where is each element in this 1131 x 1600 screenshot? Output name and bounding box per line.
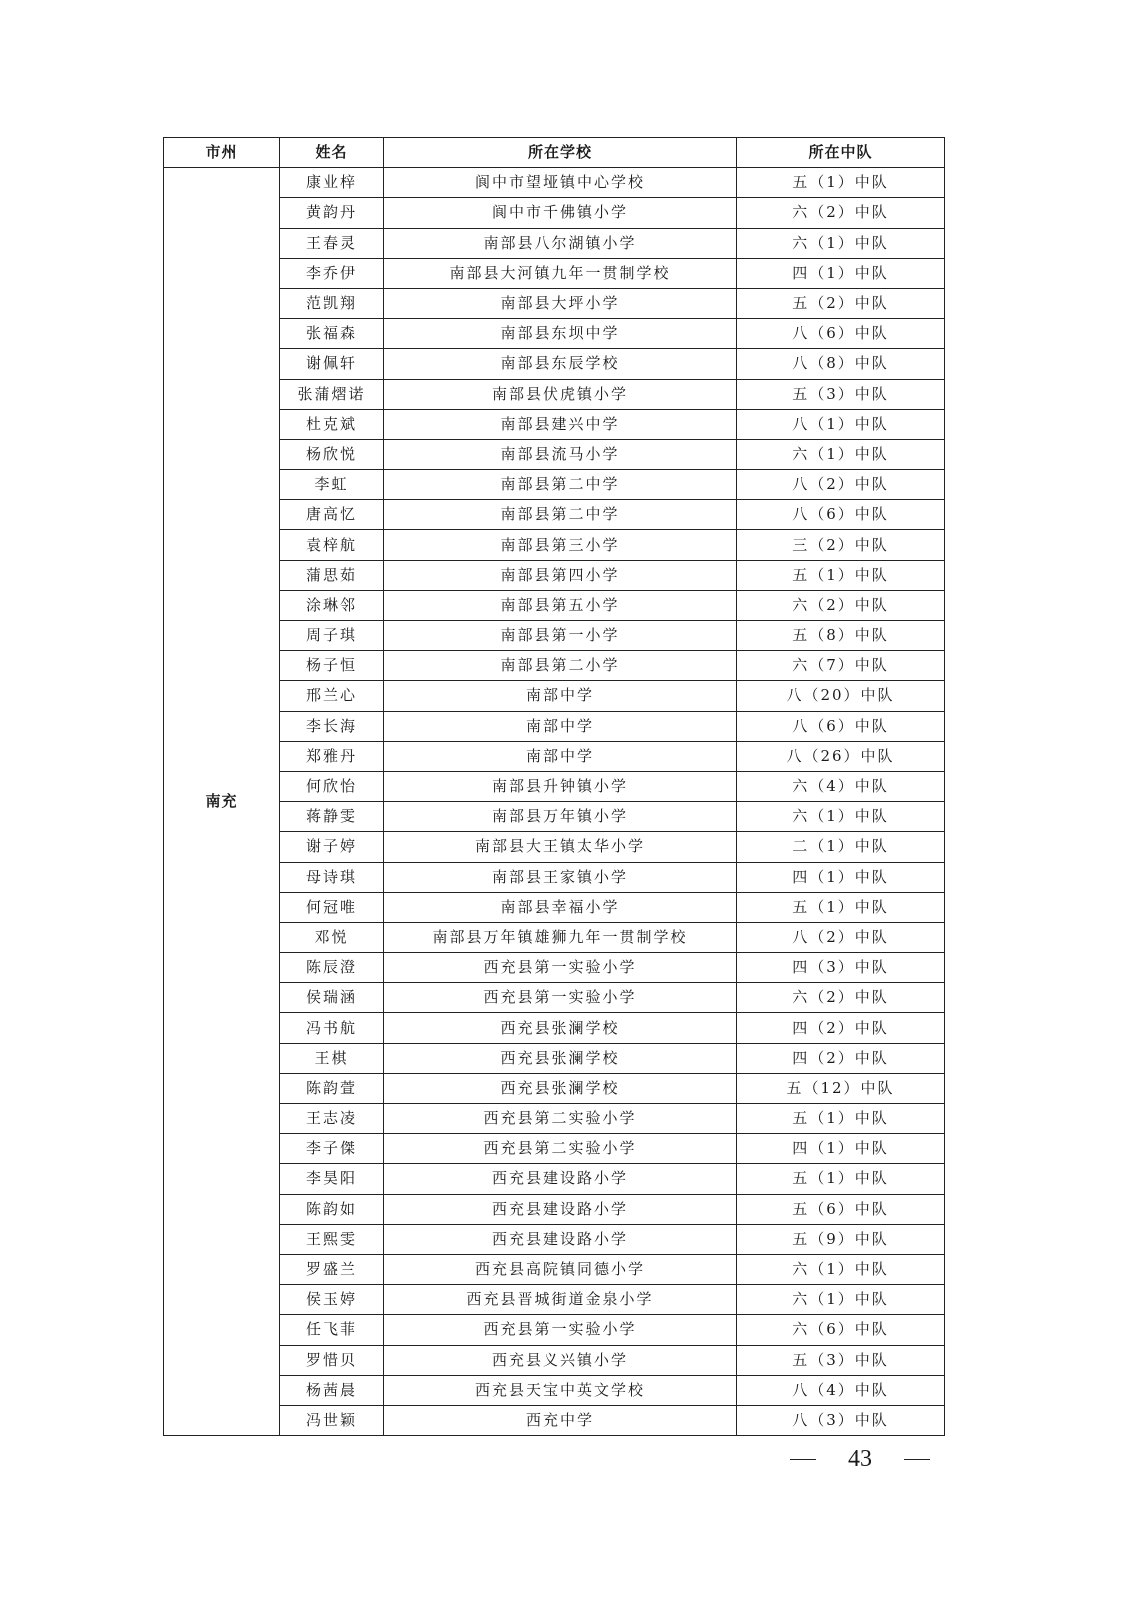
table-row	[164, 741, 945, 771]
name-cell: 郑雅丹	[280, 741, 384, 771]
school-cell: 南部县八尔湖镇小学	[384, 228, 737, 258]
squad-cell: 四（2）中队	[737, 1013, 945, 1043]
name-cell: 杨茜晨	[280, 1375, 384, 1405]
table-row	[164, 1194, 945, 1224]
table-row	[164, 892, 945, 922]
school-cell: 南部县第三小学	[384, 530, 737, 560]
squad-cell: 八（6）中队	[737, 500, 945, 530]
table-row	[164, 530, 945, 560]
name-cell: 王志凌	[280, 1104, 384, 1134]
school-cell: 西充县第一实验小学	[384, 953, 737, 983]
name-cell: 谢子婷	[280, 832, 384, 862]
squad-cell: 六（2）中队	[737, 983, 945, 1013]
name-cell: 陈韵如	[280, 1194, 384, 1224]
name-cell: 李虹	[280, 470, 384, 500]
school-cell: 南部县第四小学	[384, 560, 737, 590]
table-row	[164, 470, 945, 500]
school-cell: 西充县第一实验小学	[384, 983, 737, 1013]
school-cell: 南部县流马小学	[384, 439, 737, 469]
name-cell: 周子琪	[280, 621, 384, 651]
school-cell: 南部中学	[384, 711, 737, 741]
school-cell: 南部县第一小学	[384, 621, 737, 651]
table-row	[164, 228, 945, 258]
name-cell: 李子傑	[280, 1134, 384, 1164]
table-row	[164, 1164, 945, 1194]
name-cell: 罗惜贝	[280, 1345, 384, 1375]
table-row	[164, 1254, 945, 1284]
squad-cell: 五（9）中队	[737, 1224, 945, 1254]
squad-cell: 八（20）中队	[737, 681, 945, 711]
table-row	[164, 1285, 945, 1315]
table-row	[164, 198, 945, 228]
school-cell: 西充县天宝中英文学校	[384, 1375, 737, 1405]
table-row	[164, 832, 945, 862]
name-cell: 侯瑞涵	[280, 983, 384, 1013]
table-row	[164, 953, 945, 983]
squad-cell: 五（1）中队	[737, 168, 945, 198]
school-cell: 西充县晋城街道金泉小学	[384, 1285, 737, 1315]
squad-cell: 八（26）中队	[737, 741, 945, 771]
name-cell: 邢兰心	[280, 681, 384, 711]
school-cell: 西充县张澜学校	[384, 1043, 737, 1073]
roster-table	[163, 137, 945, 1436]
table-row	[164, 711, 945, 741]
name-cell: 陈辰澄	[280, 953, 384, 983]
name-cell: 蒲思茹	[280, 560, 384, 590]
squad-cell: 五（1）中队	[737, 560, 945, 590]
school-cell: 西充县高院镇同德小学	[384, 1254, 737, 1284]
table-row	[164, 500, 945, 530]
table-row	[164, 1405, 945, 1435]
school-cell: 西充县建设路小学	[384, 1164, 737, 1194]
name-cell: 杨欣悦	[280, 439, 384, 469]
school-cell: 南部县升钟镇小学	[384, 771, 737, 801]
squad-cell: 四（1）中队	[737, 258, 945, 288]
squad-cell: 五（3）中队	[737, 1345, 945, 1375]
school-cell: 西充县第二实验小学	[384, 1134, 737, 1164]
table-row	[164, 319, 945, 349]
table-row	[164, 771, 945, 801]
city-cell: 南充	[164, 168, 280, 1436]
table-body	[164, 168, 945, 1436]
squad-cell: 八（6）中队	[737, 711, 945, 741]
table-row	[164, 1315, 945, 1345]
squad-cell: 八（1）中队	[737, 409, 945, 439]
name-cell: 张福森	[280, 319, 384, 349]
header-name: 姓名	[280, 138, 384, 168]
school-cell: 南部县大坪小学	[384, 288, 737, 318]
name-cell: 涂琳邻	[280, 590, 384, 620]
school-cell: 南部县第二中学	[384, 500, 737, 530]
name-cell: 蒋静雯	[280, 802, 384, 832]
squad-cell: 八（4）中队	[737, 1375, 945, 1405]
name-cell: 何冠唯	[280, 892, 384, 922]
name-cell: 杨子恒	[280, 651, 384, 681]
squad-cell: 八（3）中队	[737, 1405, 945, 1435]
header-city: 市州	[164, 138, 280, 168]
school-cell: 西充县张澜学校	[384, 1073, 737, 1103]
squad-cell: 六（1）中队	[737, 1285, 945, 1315]
school-cell: 西充县建设路小学	[384, 1194, 737, 1224]
table-row	[164, 288, 945, 318]
squad-cell: 五（6）中队	[737, 1194, 945, 1224]
name-cell: 黄韵丹	[280, 198, 384, 228]
table-row	[164, 439, 945, 469]
school-cell: 西充县第二实验小学	[384, 1104, 737, 1134]
name-cell: 何欣怡	[280, 771, 384, 801]
name-cell: 李乔伊	[280, 258, 384, 288]
name-cell: 侯玉婷	[280, 1285, 384, 1315]
school-cell: 南部县第二小学	[384, 651, 737, 681]
name-cell: 邓悦	[280, 922, 384, 952]
table-row	[164, 409, 945, 439]
table-row	[164, 1104, 945, 1134]
school-cell: 南部县建兴中学	[384, 409, 737, 439]
school-cell: 南部县第二中学	[384, 470, 737, 500]
squad-cell: 八（6）中队	[737, 319, 945, 349]
school-cell: 南部县万年镇小学	[384, 802, 737, 832]
squad-cell: 六（1）中队	[737, 439, 945, 469]
squad-cell: 六（2）中队	[737, 198, 945, 228]
squad-cell: 八（2）中队	[737, 922, 945, 952]
name-cell: 陈韵萱	[280, 1073, 384, 1103]
squad-cell: 二（1）中队	[737, 832, 945, 862]
squad-cell: 五（3）中队	[737, 379, 945, 409]
school-cell: 西充县建设路小学	[384, 1224, 737, 1254]
school-cell: 南部中学	[384, 681, 737, 711]
table-row	[164, 983, 945, 1013]
name-cell: 李昊阳	[280, 1164, 384, 1194]
page-number	[790, 1444, 930, 1474]
table-row	[164, 1043, 945, 1073]
squad-cell: 六（7）中队	[737, 651, 945, 681]
name-cell: 王棋	[280, 1043, 384, 1073]
table-row	[164, 802, 945, 832]
table-row	[164, 862, 945, 892]
table-row	[164, 590, 945, 620]
school-cell: 南部县伏虎镇小学	[384, 379, 737, 409]
page-number-left-dash	[790, 1459, 816, 1460]
table-row	[164, 1224, 945, 1254]
school-cell: 南部县东辰学校	[384, 349, 737, 379]
squad-cell: 四（2）中队	[737, 1043, 945, 1073]
name-cell: 罗盛兰	[280, 1254, 384, 1284]
school-cell: 南部县大王镇太华小学	[384, 832, 737, 862]
squad-cell: 五（1）中队	[737, 892, 945, 922]
table-row	[164, 621, 945, 651]
table-row	[164, 379, 945, 409]
squad-cell: 五（12）中队	[737, 1073, 945, 1103]
table-row	[164, 651, 945, 681]
school-cell: 西充县义兴镇小学	[384, 1345, 737, 1375]
squad-cell: 六（6）中队	[737, 1315, 945, 1345]
school-cell: 南部县万年镇雄狮九年一贯制学校	[384, 922, 737, 952]
table-row	[164, 349, 945, 379]
school-cell: 南部县王家镇小学	[384, 862, 737, 892]
name-cell: 李长海	[280, 711, 384, 741]
school-cell: 南部县第五小学	[384, 590, 737, 620]
name-cell: 母诗琪	[280, 862, 384, 892]
page-number-right-dash	[904, 1459, 930, 1460]
squad-cell: 八（8）中队	[737, 349, 945, 379]
squad-cell: 六（1）中队	[737, 228, 945, 258]
squad-cell: 六（2）中队	[737, 590, 945, 620]
squad-cell: 三（2）中队	[737, 530, 945, 560]
header-squad: 所在中队	[737, 138, 945, 168]
school-cell: 南部县大河镇九年一贯制学校	[384, 258, 737, 288]
page-number-value: 43	[848, 1445, 872, 1472]
name-cell: 谢佩轩	[280, 349, 384, 379]
header-school: 所在学校	[384, 138, 737, 168]
school-cell: 西充县第一实验小学	[384, 1315, 737, 1345]
name-cell: 王熙雯	[280, 1224, 384, 1254]
table-row	[164, 1345, 945, 1375]
name-cell: 张蒲熠诺	[280, 379, 384, 409]
squad-cell: 六（1）中队	[737, 1254, 945, 1284]
name-cell: 冯书航	[280, 1013, 384, 1043]
squad-cell: 四（1）中队	[737, 1134, 945, 1164]
name-cell: 袁梓航	[280, 530, 384, 560]
name-cell: 范凯翔	[280, 288, 384, 318]
school-cell: 西充县张澜学校	[384, 1013, 737, 1043]
table-row	[164, 922, 945, 952]
school-cell: 南部中学	[384, 741, 737, 771]
squad-cell: 四（1）中队	[737, 862, 945, 892]
name-cell: 冯世颖	[280, 1405, 384, 1435]
table-row	[164, 1375, 945, 1405]
squad-cell: 六（4）中队	[737, 771, 945, 801]
school-cell: 西充中学	[384, 1405, 737, 1435]
table-row	[164, 168, 945, 198]
table-row	[164, 1013, 945, 1043]
school-cell: 南部县幸福小学	[384, 892, 737, 922]
table-row	[164, 681, 945, 711]
name-cell: 王春灵	[280, 228, 384, 258]
squad-cell: 六（1）中队	[737, 802, 945, 832]
school-cell: 阆中市望垭镇中心学校	[384, 168, 737, 198]
squad-cell: 五（8）中队	[737, 621, 945, 651]
squad-cell: 四（3）中队	[737, 953, 945, 983]
name-cell: 任飞菲	[280, 1315, 384, 1345]
squad-cell: 五（1）中队	[737, 1164, 945, 1194]
name-cell: 杜克斌	[280, 409, 384, 439]
school-cell: 南部县东坝中学	[384, 319, 737, 349]
squad-cell: 八（2）中队	[737, 470, 945, 500]
squad-cell: 五（2）中队	[737, 288, 945, 318]
table-row	[164, 258, 945, 288]
school-cell: 阆中市千佛镇小学	[384, 198, 737, 228]
name-cell: 唐高忆	[280, 500, 384, 530]
squad-cell: 五（1）中队	[737, 1104, 945, 1134]
name-cell: 康业梓	[280, 168, 384, 198]
table-row	[164, 1134, 945, 1164]
table-row	[164, 1073, 945, 1103]
table-row	[164, 560, 945, 590]
table-header-row	[164, 138, 945, 168]
